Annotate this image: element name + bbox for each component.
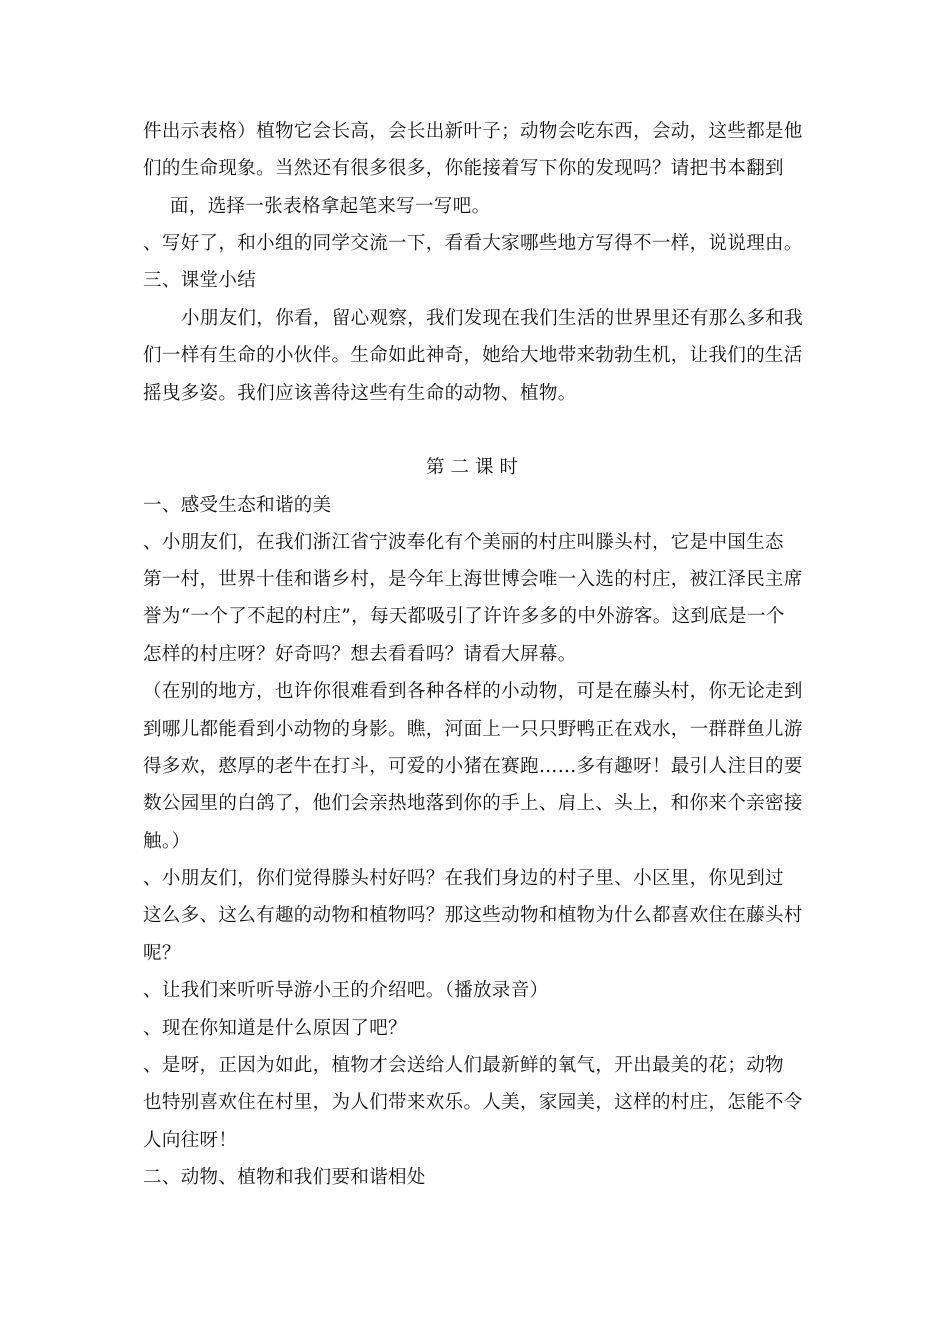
lesson1-paragraph-2: 、写好了，和小组的同学交流一下，看看大家哪些地方写得不一样，说说理由。 bbox=[143, 233, 803, 254]
lesson2-paragraph-2-line-2: 到哪儿都能看到小动物的身影。瞧，河面上一只只野鸭正在戏水，一群群鱼儿游 bbox=[143, 719, 803, 740]
lesson2-paragraph-1-line-2: 第一村，世界十佳和谐乡村，是今年上海世博会唯一入选的村庄，被江泽民主席 bbox=[143, 569, 803, 590]
lesson2-paragraph-2-line-5: 触。） bbox=[143, 831, 191, 852]
lesson1-paragraph-3-line-2: 们一样有生命的小伙伴。生命如此神奇，她给大地带来勃勃生机，让我们的生活 bbox=[143, 345, 803, 366]
lesson1-paragraph-1-line-1: 件出示表格）植物它会长高，会长出新叶子；动物会吃东西，会动，这些都是他 bbox=[143, 121, 803, 142]
section-heading-live-in-harmony: 二、动物、植物和我们要和谐相处 bbox=[143, 1167, 426, 1188]
lesson2-paragraph-6-line-3: 人向往呀！ bbox=[143, 1130, 238, 1151]
lesson2-paragraph-2-line-1: （在别的地方，也许你很难看到各种各样的小动物，可是在藤头村，你无论走到 bbox=[143, 681, 803, 702]
lesson2-paragraph-1-line-1: 、小朋友们，在我们浙江省宁波奉化有个美丽的村庄叫滕头村，它是中国生态 bbox=[143, 532, 784, 553]
lesson2-paragraph-1-line-4: 怎样的村庄呀？好奇吗？想去看看吗？请看大屏幕。 bbox=[143, 644, 577, 665]
section-heading-class-summary: 三、课堂小结 bbox=[143, 270, 257, 291]
lesson1-paragraph-1-line-2: 们的生命现象。当然还有很多很多，你能接着写下你的发现吗？请把书本翻到 bbox=[143, 158, 784, 179]
lesson2-paragraph-1-line-3: 誉为“一个了不起的村庄”，每天都吸引了许许多多的中外游客。这到底是一个 bbox=[143, 606, 785, 627]
lesson2-paragraph-3-line-2: 这么多、这么有趣的动物和植物吗？那这些动物和植物为什么都喜欢住在藤头村 bbox=[143, 905, 803, 926]
lesson2-paragraph-3-line-3: 呢？ bbox=[143, 943, 181, 964]
lesson1-paragraph-1-line-3: 面，选择一张表格拿起笔来写一写吧。 bbox=[170, 196, 491, 217]
lesson2-paragraph-6-line-1: 、是呀，正因为如此，植物才会送给人们最新鲜的氧气，开出最美的花；动物 bbox=[143, 1055, 784, 1076]
section-heading-ecology-beauty: 一、感受生态和谐的美 bbox=[143, 495, 332, 516]
lesson2-paragraph-3-line-1: 、小朋友们，你们觉得滕头村好吗？在我们身边的村子里、小区里，你见到过 bbox=[143, 868, 784, 889]
lesson2-paragraph-5: 、现在你知道是什么原因了吧？ bbox=[143, 1018, 407, 1039]
lesson-2-title: 第二课时 bbox=[425, 457, 524, 478]
lesson1-paragraph-3-line-3: 摇曳多姿。我们应该善待这些有生命的动物、植物。 bbox=[143, 383, 577, 404]
lesson2-paragraph-2-line-4: 数公园里的白鸽了，他们会亲热地落到你的手上、肩上、头上，和你来个亲密接 bbox=[143, 793, 803, 814]
lesson2-paragraph-4: 、让我们来听听导游小王的介绍吧。（播放录音） bbox=[143, 980, 549, 1001]
lesson2-paragraph-6-line-2: 也特别喜欢住在村里，为人们带来欢乐。人美，家园美，这样的村庄，怎能不令 bbox=[143, 1092, 803, 1113]
lesson2-paragraph-2-line-3: 得多欢，憨厚的老牛在打斗，可爱的小猪在赛跑……多有趣呀！最引人注目的要 bbox=[143, 756, 803, 777]
lesson1-paragraph-3-line-1: 小朋友们，你看，留心观察，我们发现在我们生活的世界里还有那么多和我 bbox=[181, 308, 804, 329]
